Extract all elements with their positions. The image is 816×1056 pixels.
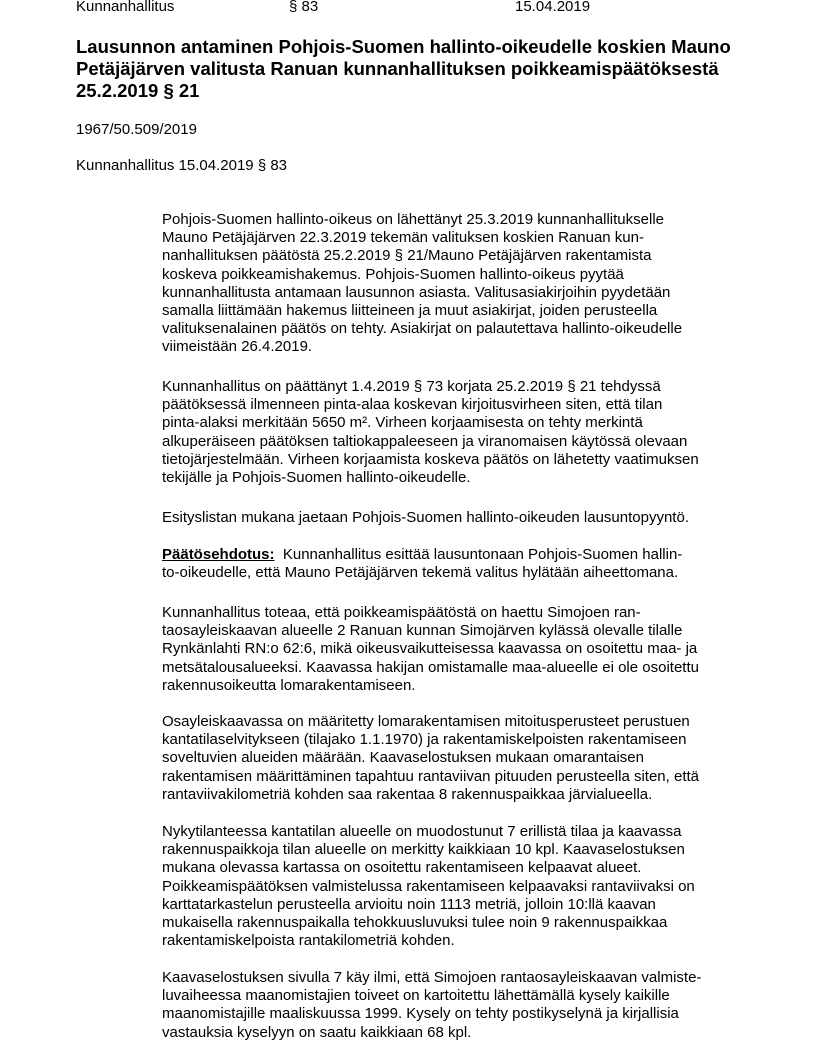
header-section-number: § 83 <box>289 0 319 15</box>
header-date: 15.04.2019 <box>515 0 591 15</box>
text-line: koskeva poikkeamishakemus. Pohjois-Suomen hallinto-oikeus pyytää <box>162 265 624 283</box>
text-line: kunnanhallitusta antamaan lausunnon asiasta. Valitusasiakirjoihin pyydetään <box>162 283 671 301</box>
title-line: Lausunnon antaminen Pohjois-Suomen hallinto-oikeudelle koskien Mauno <box>76 36 731 57</box>
paragraph-attachment-note <box>162 509 742 527</box>
page-header <box>76 0 776 17</box>
text-line: Kunnanhallitus toteaa, että poikkeamispäätöstä on haettu Simojoen ran- <box>162 604 641 621</box>
text-line: mukaisella rakennuspaikalla tehokkuusluvuksi tulee noin 9 rakennuspaikkaa <box>162 914 668 932</box>
text-line: nanhallituksen päätöstä 25.2.2019 § 21/Mauno Petäjäjärven rakentamista <box>162 247 652 265</box>
paragraph-survey <box>162 969 742 1042</box>
text-line: tietojärjestelmään. Virheen korjaamista koskeva päätös on lähetetty vaatimuksen <box>162 450 699 468</box>
text-line: luvaiheessa maanomistajien toiveet on kartoitettu lähettämällä kysely kaikille <box>162 987 670 1005</box>
header-body-name: Kunnanhallitus <box>76 0 175 15</box>
text-line: tekijälle ja Pohjois-Suomen hallinto-oikeudelle. <box>162 469 471 487</box>
decision-proposal-label: Päätösehdotus: <box>162 546 275 563</box>
text-line: Osayleiskaavassa on määritetty lomarakentamisen mitoitusperusteet perustuen <box>162 713 690 730</box>
meeting-reference: Kunnanhallitus 15.04.2019 § 83 <box>76 157 288 174</box>
text-line: rantaviivakilometriä kohden saa rakentaa 8 rakennuspaikkaa järvialueella. <box>162 785 653 803</box>
text-line: rakentamiskelpoista rantakilometriä kohden. <box>162 932 455 950</box>
text-line: Esityslistan mukana jaetaan Pohjois-Suomen hallinto-oikeuden lausuntopyyntö. <box>162 509 689 526</box>
text-line: vastauksia kyselyyn on saatu kaikkiaan 68 kpl. <box>162 1023 472 1041</box>
text-line: Rynkänlahti RN:o 62:6, mikä oikeusvaikutteisessa kaavassa on osoitettu maa- ja <box>162 640 698 658</box>
title-line: 25.2.2019 § 21 <box>76 80 200 101</box>
text-line: Pohjois-Suomen hallinto-oikeus on lähettänyt 25.3.2019 kunnanhallitukselle <box>162 211 665 228</box>
document-title <box>76 36 776 102</box>
decision-proposal-text: Kunnanhallitus esittää lausuntonaan Pohjois-Suomen hallin- <box>274 546 683 563</box>
text-line: taosayleiskaavan alueelle 2 Ranuan kunnan Simojärven kylässä olevalle tilalle <box>162 622 683 640</box>
paragraph-current-situation <box>162 823 742 950</box>
text-line: Mauno Petäjäjärven 22.3.2019 tekemän valituksen koskien Ranuan kun- <box>162 229 644 247</box>
text-line: mukana olevassa kartassa on osoitettu rakentamiseen kelpaavat alueet. <box>162 859 642 877</box>
paragraph-exception-context <box>162 604 742 695</box>
text-line: pinta-alaksi merkitään 5650 m². Virheen korjaamisesta on tehty merkintä <box>162 414 643 432</box>
paragraph-decision-proposal <box>162 546 742 582</box>
text-line: soveltuvien alueiden määrään. Kaavaselostuksen mukaan omarantaisen <box>162 749 644 767</box>
text-line: viimeistään 26.4.2019. <box>162 338 313 356</box>
text-line: Nykytilanteessa kantatilan alueelle on muodostunut 7 erillistä tilaa ja kaavassa <box>162 823 682 840</box>
paragraph-appeal-received <box>162 211 742 357</box>
text-line <box>162 546 742 564</box>
text-line: kantatilaselvitykseen (tilajako 1.1.1970) ja rakentamiskelpoisten rakentamiseen <box>162 731 687 749</box>
text-line: rakennuspaikkoja tilan alueelle on merkitty kaikkiaan 10 kpl. Kaavaselostuksen <box>162 841 685 859</box>
text-line: rakentamisen määrittäminen tapahtuu rantaviivan pituuden perusteella siten, että <box>162 767 699 785</box>
text-line: Kunnanhallitus on päättänyt 1.4.2019 § 73 korjata 25.2.2019 § 21 tehdyssä <box>162 378 661 395</box>
text-line: valituksenalainen päätös on tehty. Asiakirjat on palautettava hallinto-oikeudelle <box>162 320 683 338</box>
text-line: Poikkeamispäätöksen valmistelussa rakentamiseen kelpaavaksi rantaviivaksi on <box>162 877 695 895</box>
text-line: metsätalousalueeksi. Kaavassa hakijan omistamalle maa-alueelle ei ole osoitettu <box>162 658 699 676</box>
text-line: rakennusoikeutta lomarakentamiseen. <box>162 676 416 694</box>
text-line: alkuperäiseen päätöksen taltiokappaleeseen ja viranomaisen käytössä olevaan <box>162 432 688 450</box>
title-line: Petäjäjärven valitusta Ranuan kunnanhallituksen poikkeamispäätöksestä <box>76 58 719 79</box>
text-line: karttatarkastelun perusteella arvioitu noin 1113 metriä, jolloin 10:llä kaavan <box>162 895 656 913</box>
text-line: to-oikeudelle, että Mauno Petäjäjärven tekemä valitus hylätään aiheettomana. <box>162 564 679 582</box>
text-line: päätöksessä ilmenneen pinta-alaa koskevan kirjoitusvirheen siten, että tilan <box>162 396 663 414</box>
text-line: samalla liittämään hakemus liitteineen ja muut asiakirjat, joiden perusteella <box>162 302 658 320</box>
paragraph-correction <box>162 378 742 487</box>
text-line: maanomistajille maaliskuussa 1999. Kysely on tehty postikyselynä ja kirjallisia <box>162 1005 679 1023</box>
text-line: Kaavaselostuksen sivulla 7 käy ilmi, että Simojoen rantaosayleiskaavan valmiste- <box>162 969 702 986</box>
paragraph-plan-dimensioning <box>162 713 742 804</box>
diary-number: 1967/50.509/2019 <box>76 121 197 138</box>
